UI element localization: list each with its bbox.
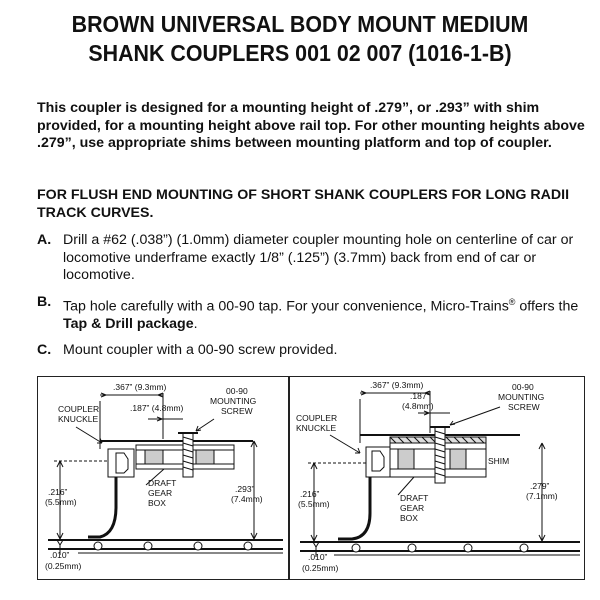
step-b-text (63, 294, 588, 334)
right-dim-367: .367” (9.3mm) (370, 380, 424, 390)
left-dim-293: .293” (235, 484, 255, 494)
diagram-left (38, 377, 288, 579)
left-draft-label-3: BOX (148, 498, 166, 508)
step-c-text: Mount coupler with a 00-90 screw provided. (63, 342, 338, 358)
left-screw-label-2: MOUNTING (210, 396, 257, 406)
right-dim-279mm: (7.1mm) (526, 491, 558, 501)
right-dim-216mm: (5.5mm) (298, 499, 330, 509)
left-draft-label-1: DRAFT (148, 478, 177, 488)
section-heading: FOR FLUSH END MOUNTING OF SHORT SHANK COUPLERS FOR LONG RADII TRACK CURVES. (37, 187, 570, 221)
right-knuckle-label-2: KNUCKLE (296, 423, 337, 433)
title-line-1: BROWN UNIVERSAL BODY MOUNT MEDIUM (71, 11, 529, 37)
left-dim-216mm: (5.5mm) (45, 497, 77, 507)
right-screw-label-2: MOUNTING (498, 392, 545, 402)
right-dim-187mm: (4.8mm) (402, 401, 434, 411)
right-screw-label-1: 00-90 (512, 382, 534, 392)
right-dim-187: .187” (410, 391, 430, 401)
diagram-right (290, 377, 584, 579)
tap-drill-package: Tap & Drill package (63, 316, 194, 333)
step-c-letter: C. (37, 342, 52, 358)
step-a-text: Drill a #62 (.038”) (1.0mm) diameter coupler mounting hole on centerline of car or locomotive underframe exactly 1/8” (.125”) (3.7mm) back from end of car or locomotive. (63, 232, 574, 283)
right-draft-label-1: DRAFT (400, 493, 429, 503)
left-draft-label-2: GEAR (148, 488, 173, 498)
right-shim-label: SHIM (488, 456, 510, 466)
right-draft-label-2: GEAR (400, 503, 425, 513)
page-title (21, 10, 579, 68)
right-dim-010mm: (0.25mm) (302, 563, 339, 573)
right-draft-label-3: BOX (400, 513, 418, 523)
registered-mark: ® (508, 297, 516, 307)
left-dim-293mm: (7.4mm) (231, 494, 263, 504)
step-a-letter: A. (37, 232, 52, 248)
left-knuckle-label-1: COUPLER (58, 404, 100, 414)
step-b-text-mid: offers the (515, 298, 579, 315)
step-b-text-start: Tap hole carefully with a 00-90 tap. For your convenience, Micro-Trains (63, 298, 509, 315)
step-b-letter: B. (37, 294, 52, 310)
right-dim-279: .279” (530, 481, 550, 491)
left-screw-label-1: 00-90 (226, 386, 248, 396)
right-dim-010: .010” (308, 552, 328, 562)
left-knuckle-label-2: KNUCKLE (58, 414, 99, 424)
left-dim-187: .187” (4.8mm) (130, 403, 184, 413)
title-line-2: SHANK COUPLERS 001 02 007 (1016-1-B) (88, 40, 512, 66)
left-dim-010mm: (0.25mm) (45, 561, 82, 571)
left-dim-216: .216” (48, 487, 68, 497)
intro-paragraph: This coupler is designed for a mounting height of .279”, or .293” with shim provided, for a mounting height above rail top. For other mounting heights above .279”, use appropriate shims between mounting platform and top of coupler. (37, 100, 585, 151)
left-dim-367: .367” (9.3mm) (113, 382, 167, 392)
left-screw-label-3: SCREW (221, 406, 253, 416)
step-b-text-end: . (193, 316, 198, 333)
right-knuckle-label-1: COUPLER (296, 413, 338, 423)
left-dim-010: .010” (50, 550, 70, 560)
right-screw-label-3: SCREW (508, 402, 540, 412)
right-dim-216: .216” (300, 489, 320, 499)
